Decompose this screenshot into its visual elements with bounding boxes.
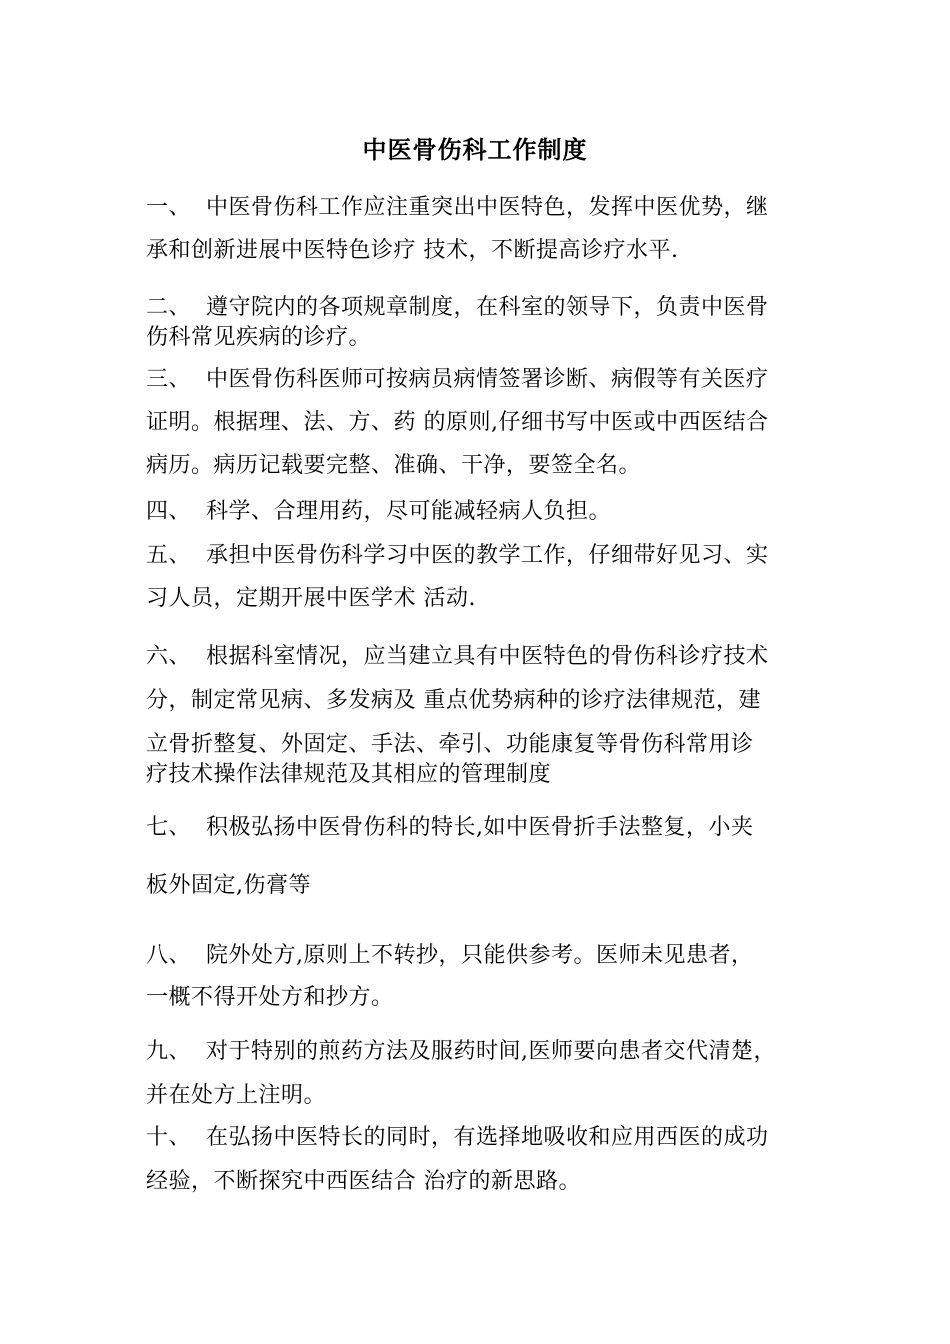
- article-text: 遵守院内的各项规章制度，在科室的领导下，负责中医骨: [206, 295, 769, 320]
- article-number: 一、: [146, 195, 192, 220]
- article-line: [146, 1122, 769, 1154]
- article-line: 经验，不断探究中西医结合 治疗的新思路。: [146, 1169, 581, 1194]
- article-line: 立骨折整复、外固定、手法、牵引、功能康复等骨伤科常用诊: [146, 732, 754, 757]
- article-text: 中医骨伤科工作应注重突出中医特色，发挥中医优势，继: [206, 195, 769, 220]
- article-line: 板外固定,伤膏等: [146, 873, 311, 898]
- article-line: 并在处方上注明。: [146, 1083, 327, 1108]
- article-line: 病历。病历记载要完整、准确、干净，要签全名。: [146, 453, 642, 478]
- document-title: 中医骨伤科工作制度: [362, 135, 588, 164]
- article-text: 中医骨伤科医师可按病员病情签署诊断、病假等有关医疗: [206, 367, 769, 392]
- article-text: 科学、合理用药，尽可能减轻病人负担。: [206, 499, 612, 524]
- article-line: 分，制定常见病、多发病及 重点优势病种的诊疗法律规范，建: [146, 688, 761, 713]
- article-text: 根据科室情况，应当建立具有中医特色的骨伤科诊疗技术: [206, 644, 769, 669]
- article-line: 伤科常见疾病的诊疗。: [146, 325, 372, 350]
- article-number: 九、: [146, 1039, 192, 1064]
- article-line: [146, 812, 754, 844]
- article-line: 承和创新进展中医特色诊疗 技术，不断提高诊疗水平.: [146, 238, 679, 263]
- article-text: 承担中医骨伤科学习中医的教学工作，仔细带好见习、实: [206, 543, 769, 568]
- article-line: 一概不得开处方和抄方。: [146, 985, 394, 1010]
- article-line: [146, 940, 754, 972]
- article-text: 积极弘扬中医骨伤科的特长,如中医骨折手法整复，小夹: [206, 815, 754, 840]
- article-line: [146, 496, 611, 528]
- article-text: 在弘扬中医特长的同时，有选择地吸收和应用西医的成功: [206, 1125, 769, 1150]
- article-number: 十、: [146, 1125, 192, 1150]
- article-number: 六、: [146, 644, 192, 669]
- article-line: [146, 364, 769, 396]
- article-line: [146, 192, 769, 224]
- article-line: [146, 641, 769, 673]
- article-line: 证明。根据理、法、方、药 的原则,仔细书写中医或中西医结合: [146, 410, 769, 435]
- article-number: 五、: [146, 543, 192, 568]
- article-number: 七、: [146, 815, 192, 840]
- article-text: 对于特别的煎药方法及服药时间,医师要向患者交代清楚，: [206, 1039, 776, 1064]
- article-line: [146, 1036, 776, 1068]
- article-number: 三、: [146, 367, 192, 392]
- article-line: 习人员，定期开展中医学术 活动.: [146, 586, 476, 611]
- article-number: 二、: [146, 295, 192, 320]
- article-line: [146, 292, 769, 324]
- article-text: 院外处方,原则上不转抄，只能供参考。医师未见患者，: [206, 943, 754, 968]
- article-line: 疗技术操作法律规范及其相应的管理制度: [146, 762, 552, 787]
- article-line: [146, 540, 769, 572]
- article-number: 四、: [146, 499, 192, 524]
- article-number: 八、: [146, 943, 192, 968]
